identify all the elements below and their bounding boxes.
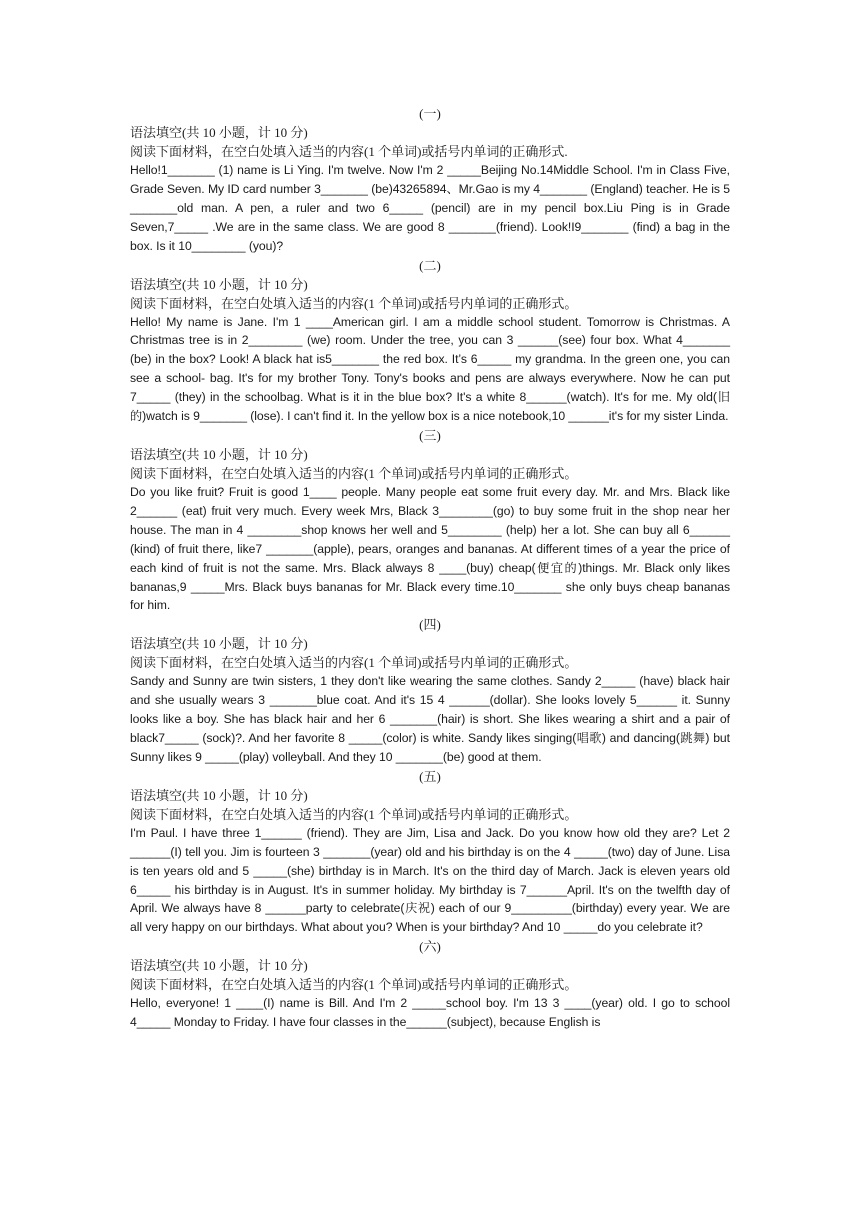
section-heading: 语法填空(共 10 小题，计 10 分) (130, 125, 308, 140)
section-instruction: 阅读下面材料，在空白处填入适当的内容(1 个单词)或括号内单词的正确形式。 (130, 977, 578, 993)
section-title: (四) (419, 617, 441, 633)
section-passage: Do you like fruit? Fruit is good 1____ people. Many people eat some fruit every day. Mr. and Mrs. Black like 2______ (eat) fruit very much. Every week Mrs, Black 3________(go) to buy some fruit in the shop near her house. The man in 4 ________shop knows her well and 5________ (help) her a lot. She can buy all 6______ (kind) of fruit there, like7 _______(apple), pears, oranges and bananas. At different times of a year the price of each kind of fruit is not the same. Mrs. Black always 8 ____(buy) cheap(便宜的)things. Mr. Black only likes bananas,9 _____Mrs. Black buys bananas for Mr. Black every time.10_______ she only buys cheap bananas for him. (130, 484, 730, 613)
section-heading: 语法填空(共 10 小题，计 10 分) (130, 636, 308, 652)
section-title: (六) (419, 939, 441, 955)
section-6 (130, 937, 730, 1032)
section-heading: 语法填空(共 10 小题，计 10 分) (130, 787, 308, 803)
section-5 (130, 767, 730, 937)
section-instruction: 阅读下面材料，在空白处填入适当的内容(1 个单词)或括号内单词的正确形式。 (130, 655, 578, 671)
section-title: (二) (419, 257, 441, 273)
section-instruction: 阅读下面材料，在空白处填入适当的内容(1 个单词)或括号内单词的正确形式. (130, 144, 568, 159)
section-title: (一) (419, 106, 441, 121)
document-content (130, 104, 730, 1032)
section-instruction: 阅读下面材料，在空白处填入适当的内容(1 个单词)或括号内单词的正确形式。 (130, 295, 578, 311)
section-heading: 语法填空(共 10 小题，计 10 分) (130, 446, 308, 462)
section-passage: Sandy and Sunny are twin sisters, 1 they don't like wearing the same clothes. Sandy 2_____ (have) black hair and she usually wears 3 _______blue coat. And it's 15 4 ______(dollar). She looks lovely 5______ it. Sunny looks like a boy. She has black hair and her 6 _______(hair) is short. She likes wearing a shirt and a pair of black7_____ (sock)?. And her favorite 8 _____(color) is white. Sandy likes singing(唱歌) and dancing(跳舞) but Sunny likes 9 _____(play) volleyball. And they 10 _______(be) good at them. (130, 674, 730, 764)
section-passage: I'm Paul. I have three 1______ (friend). They are Jim, Lisa and Jack. Do you know how old they are? Let 2 ______(I) tell you. Jim is fourteen 3 _______(year) old and his birthday is on the 4 _____(two) day of June. Lisa is ten years old and 5 _____(she) birthday is in March. It's on the third day of March. Jack is eleven years old 6_____ his birthday is in August. It's in summer holiday. My birthday is 7______April. It's on the twelfth day of April. We always have 8 ______party to celebrate(庆祝) each of our 9_________(birthday) every year. We are all very happy on our birthdays. What about you? When is your birthday? And 10 _____do you celebrate it? (130, 825, 730, 935)
section-instruction: 阅读下面材料，在空白处填入适当的内容(1 个单词)或括号内单词的正确形式。 (130, 465, 578, 481)
section-4 (130, 615, 730, 767)
section-instruction: 阅读下面材料，在空白处填入适当的内容(1 个单词)或括号内单词的正确形式。 (130, 806, 578, 822)
section-title: (五) (419, 768, 441, 784)
section-passage: Hello!1_______ (1) name is Li Ying. I'm twelve. Now I'm 2 _____Beijing No.14Middle School. I'm in Class Five, Grade Seven. My ID card number 3_______ (be)43265894、Mr.Gao is my 4_______ (England) teacher. He is 5 _______old man. A pen, a ruler and two 6_____ (pencil) are in my pencil box.Liu Ping is in Grade Seven,7_____ .We are in the same class. We are good 8 _______(friend). Look!I9_______ (find) a bag in the box. Is it 10________ (you)? (130, 163, 730, 253)
section-heading: 语法填空(共 10 小题，计 10 分) (130, 276, 308, 292)
section-2 (130, 256, 730, 426)
section-title: (三) (419, 427, 441, 443)
section-passage: Hello, everyone! 1 ____(I) name is Bill. And I'm 2 _____school boy. I'm 13 3 ____(year) old. I go to school 4_____ Monday to Friday. I have four classes in the______(subject), because English is (130, 996, 730, 1030)
section-passage: Hello! My name is Jane. I'm 1 ____American girl. I am a middle school student. Tomorrow is Christmas. A Christmas tree is in 2________ (we) room. Under the tree, you can 3 ______(see) four box. What 4_______ (be) in the box? Look! A black hat is5_______ the red box. It’s 6_____ my grandma. In the green one, you can see a school- bag. It's for my brother Tony. Tony's books and pens are always everywhere. Now he can put 7_____ (they) in the schoolbag. What is it in the blue box? It's a white 8______(watch). It's for me. My old(旧的)watch is 9_______ (lose). I can't find it. In the yellow box is a nice notebook,10 ______it's for my sister Linda. (130, 314, 730, 424)
section-3 (130, 426, 730, 615)
section-heading: 语法填空(共 10 小题，计 10 分) (130, 958, 308, 974)
section-1 (130, 104, 730, 256)
